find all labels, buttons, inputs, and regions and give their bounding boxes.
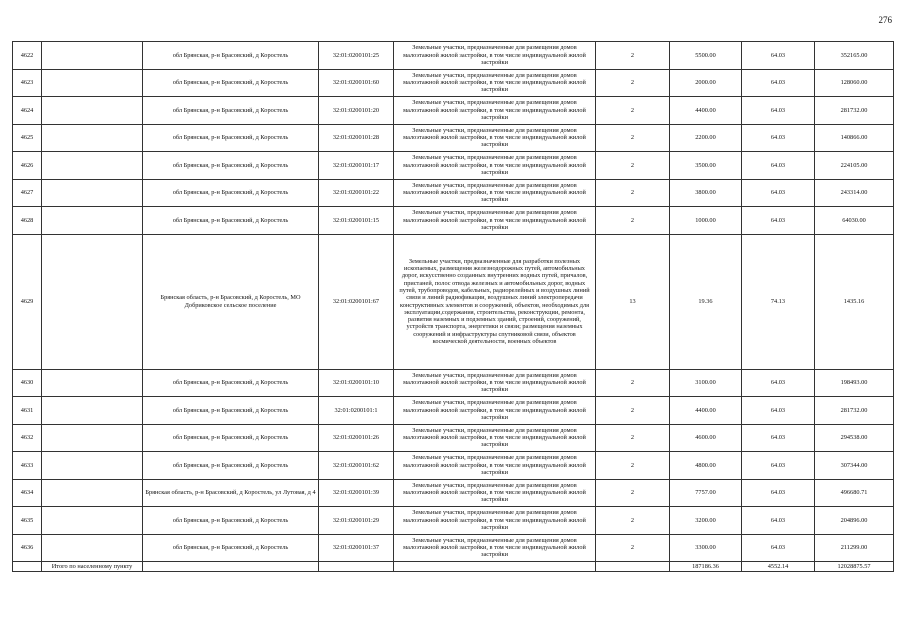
land-use-cell: Земельные участки, предназначенные для размещения домов малоэтажной жилой застройки, в том числе индивидуальной жилой застройки: [394, 534, 596, 562]
area-cell: 4400.00: [670, 97, 742, 125]
cadastral-value-cell: 294538.00: [815, 424, 894, 452]
blank-cell: [42, 124, 143, 152]
blank-cell: [42, 479, 143, 507]
total-value-cell: 12028875.57: [815, 562, 894, 572]
cadastral-value-cell: 198493.00: [815, 369, 894, 397]
row-number-cell: 4625: [13, 124, 42, 152]
cadastral-number-cell: 32:01:0200101:17: [319, 152, 394, 180]
blank-cell: [42, 507, 143, 535]
blank-cell: [42, 97, 143, 125]
group-cell: 2: [596, 124, 670, 152]
table-row: [13, 234, 894, 369]
rate-cell: 64.03: [742, 534, 815, 562]
address-cell: обл Брянская, р-н Брасовский, д Коростель: [143, 397, 319, 425]
area-cell: 4800.00: [670, 452, 742, 480]
area-cell: 2200.00: [670, 124, 742, 152]
group-cell: 2: [596, 152, 670, 180]
blank-cell: [42, 42, 143, 70]
cadastral-number-cell: 32:01:0200101:62: [319, 452, 394, 480]
cadastral-number-cell: 32:01:0200101:22: [319, 179, 394, 207]
address-cell: обл Брянская, р-н Брасовский, д Коростель: [143, 507, 319, 535]
address-cell: обл Брянская, р-н Брасовский, д Коростель: [143, 424, 319, 452]
blank-cell: [42, 424, 143, 452]
cadastral-number-cell: 32:01:0200101:37: [319, 534, 394, 562]
registry-body: [13, 42, 894, 572]
blank-cell: [42, 397, 143, 425]
table-row: [13, 507, 894, 535]
cadastral-number-cell: 32:01:0200101:26: [319, 424, 394, 452]
row-number-cell: 4626: [13, 152, 42, 180]
area-cell: 2000.00: [670, 69, 742, 97]
cadastral-value-cell: 352165.00: [815, 42, 894, 70]
land-use-cell: Земельные участки, предназначенные для размещения домов малоэтажной жилой застройки, в том числе индивидуальной жилой застройки: [394, 207, 596, 235]
cadastral-number-cell: 32:01:0200101:25: [319, 42, 394, 70]
cadastral-value-cell: 211299.00: [815, 534, 894, 562]
cadastral-number-cell: 32:01:0200101:39: [319, 479, 394, 507]
blank-cell: [42, 452, 143, 480]
area-cell: 1000.00: [670, 207, 742, 235]
cadastral-value-cell: 496680.71: [815, 479, 894, 507]
group-cell: 2: [596, 369, 670, 397]
table-row: [13, 479, 894, 507]
rate-cell: 64.03: [742, 424, 815, 452]
address-cell: обл Брянская, р-н Брасовский, д Коростель: [143, 42, 319, 70]
blank-cell: [42, 69, 143, 97]
area-cell: 3300.00: [670, 534, 742, 562]
total-row: [13, 562, 894, 572]
area-cell: 3800.00: [670, 179, 742, 207]
area-cell: 4400.00: [670, 397, 742, 425]
land-use-cell: Земельные участки, предназначенные для размещения домов малоэтажной жилой застройки, в том числе индивидуальной жилой застройки: [394, 179, 596, 207]
blank-cell: [143, 562, 319, 572]
total-rate-cell: 4552.14: [742, 562, 815, 572]
rate-cell: 64.03: [742, 452, 815, 480]
land-use-cell: Земельные участки, предназначенные для размещения домов малоэтажной жилой застройки, в том числе индивидуальной жилой застройки: [394, 97, 596, 125]
rate-cell: 64.03: [742, 69, 815, 97]
cadastral-number-cell: 32:01:0200101:29: [319, 507, 394, 535]
cadastral-value-cell: 281732.00: [815, 97, 894, 125]
page-number: 276: [878, 15, 892, 25]
cadastral-value-cell: 281732.00: [815, 397, 894, 425]
area-cell: 3100.00: [670, 369, 742, 397]
area-cell: 4600.00: [670, 424, 742, 452]
area-cell: 3500.00: [670, 152, 742, 180]
row-number-cell: 4632: [13, 424, 42, 452]
area-cell: 3200.00: [670, 507, 742, 535]
group-cell: 2: [596, 534, 670, 562]
area-cell: 7757.00: [670, 479, 742, 507]
area-cell: 5500.00: [670, 42, 742, 70]
group-cell: 2: [596, 69, 670, 97]
row-number-cell: 4635: [13, 507, 42, 535]
cadastral-value-cell: 64030.00: [815, 207, 894, 235]
group-cell: 2: [596, 97, 670, 125]
total-area-cell: 187186.36: [670, 562, 742, 572]
group-cell: 2: [596, 424, 670, 452]
land-use-cell: Земельные участки, предназначенные для размещения домов малоэтажной жилой застройки, в том числе индивидуальной жилой застройки: [394, 152, 596, 180]
row-number-cell: 4634: [13, 479, 42, 507]
land-registry-table: [12, 41, 894, 572]
land-use-cell: Земельные участки, предназначенные для размещения домов малоэтажной жилой застройки, в том числе индивидуальной жилой застройки: [394, 452, 596, 480]
blank-cell: [42, 534, 143, 562]
table-row: [13, 124, 894, 152]
address-cell: обл Брянская, р-н Брасовский, д Коростель: [143, 369, 319, 397]
land-use-cell: Земельные участки, предназначенные для размещения домов малоэтажной жилой застройки, в том числе индивидуальной жилой застройки: [394, 42, 596, 70]
rate-cell: 74.13: [742, 234, 815, 369]
address-cell: обл Брянская, р-н Брасовский, д Коростель: [143, 179, 319, 207]
address-cell: обл Брянская, р-н Брасовский, д Коростель: [143, 124, 319, 152]
rate-cell: 64.03: [742, 124, 815, 152]
rate-cell: 64.03: [742, 179, 815, 207]
land-use-cell: Земельные участки, предназначенные для размещения домов малоэтажной жилой застройки, в том числе индивидуальной жилой застройки: [394, 507, 596, 535]
rate-cell: 64.03: [742, 369, 815, 397]
area-cell: 19.36: [670, 234, 742, 369]
row-number-cell: 4628: [13, 207, 42, 235]
cadastral-value-cell: 128060.00: [815, 69, 894, 97]
row-number-cell: 4623: [13, 69, 42, 97]
blank-cell: [394, 562, 596, 572]
rate-cell: 64.03: [742, 507, 815, 535]
rate-cell: 64.03: [742, 397, 815, 425]
row-number-cell: 4627: [13, 179, 42, 207]
table-row: [13, 69, 894, 97]
rate-cell: 64.03: [742, 152, 815, 180]
cadastral-number-cell: 32:01:0200101:15: [319, 207, 394, 235]
cadastral-value-cell: 204896.00: [815, 507, 894, 535]
cadastral-number-cell: 32:01:0200101:67: [319, 234, 394, 369]
blank-cell: [42, 207, 143, 235]
group-cell: 2: [596, 42, 670, 70]
total-label: Итого по населенному пункту: [42, 562, 143, 572]
rate-cell: 64.03: [742, 207, 815, 235]
land-use-cell: Земельные участки, предназначенные для размещения домов малоэтажной жилой застройки, в том числе индивидуальной жилой застройки: [394, 479, 596, 507]
cadastral-number-cell: 32:01:0200101:28: [319, 124, 394, 152]
address-cell: Брянская область, р-н Брасовский, д Коростель, МО Добриковское сельское поселение: [143, 234, 319, 369]
table-row: [13, 97, 894, 125]
cadastral-value-cell: 1435.16: [815, 234, 894, 369]
table-row: [13, 452, 894, 480]
cadastral-number-cell: 32:01:0200101:60: [319, 69, 394, 97]
blank-cell: [42, 179, 143, 207]
land-use-cell: Земельные участки, предназначенные для размещения домов малоэтажной жилой застройки, в том числе индивидуальной жилой застройки: [394, 397, 596, 425]
cadastral-value-cell: 307344.00: [815, 452, 894, 480]
table-row: [13, 42, 894, 70]
cadastral-number-cell: 32:01:0200101:1: [319, 397, 394, 425]
row-number-cell: 4636: [13, 534, 42, 562]
table-row: [13, 207, 894, 235]
row-number-cell: 4630: [13, 369, 42, 397]
row-number-cell: 4622: [13, 42, 42, 70]
cadastral-number-cell: 32:01:0200101:10: [319, 369, 394, 397]
group-cell: 2: [596, 397, 670, 425]
address-cell: обл Брянская, р-н Брасовский, д Коростель: [143, 69, 319, 97]
blank-cell: [42, 152, 143, 180]
land-use-cell: Земельные участки, предназначенные для размещения домов малоэтажной жилой застройки, в том числе индивидуальной жилой застройки: [394, 69, 596, 97]
blank-cell: [13, 562, 42, 572]
group-cell: 2: [596, 479, 670, 507]
table-row: [13, 424, 894, 452]
row-number-cell: 4631: [13, 397, 42, 425]
table-row: [13, 179, 894, 207]
group-cell: 2: [596, 507, 670, 535]
group-cell: 2: [596, 452, 670, 480]
row-number-cell: 4624: [13, 97, 42, 125]
land-use-cell: Земельные участки, предназначенные для размещения домов малоэтажной жилой застройки, в том числе индивидуальной жилой застройки: [394, 369, 596, 397]
cadastral-number-cell: 32:01:0200101:20: [319, 97, 394, 125]
table-row: [13, 369, 894, 397]
address-cell: Брянская область, р-н Брасовский, д Коростель, ул Лутовая, д 4: [143, 479, 319, 507]
table-row: [13, 397, 894, 425]
address-cell: обл Брянская, р-н Брасовский, д Коростель: [143, 534, 319, 562]
group-cell: 2: [596, 207, 670, 235]
land-use-cell: Земельные участки, предназначенные для размещения домов малоэтажной жилой застройки, в том числе индивидуальной жилой застройки: [394, 124, 596, 152]
group-cell: 13: [596, 234, 670, 369]
blank-cell: [42, 234, 143, 369]
row-number-cell: 4633: [13, 452, 42, 480]
rate-cell: 64.03: [742, 97, 815, 125]
group-cell: 2: [596, 179, 670, 207]
land-use-cell: Земельные участки, предназначенные для размещения домов малоэтажной жилой застройки, в том числе индивидуальной жилой застройки: [394, 424, 596, 452]
cadastral-value-cell: 140866.00: [815, 124, 894, 152]
cadastral-value-cell: 224105.00: [815, 152, 894, 180]
rate-cell: 64.03: [742, 42, 815, 70]
blank-cell: [319, 562, 394, 572]
row-number-cell: 4629: [13, 234, 42, 369]
address-cell: обл Брянская, р-н Брасовский, д Коростель: [143, 97, 319, 125]
land-use-cell: Земельные участки, предназначенные для разработки полезных ископаемых, размещения железнодорожных путей, автомобильных дорог, искусственно созданных внутренних водных путей, причалов, пристаней, полос отвода железных и автомобильных дорог, водных путей, трубопроводов, кабельных, радиорелейных и воздушных линий связи и линий радиофикации, воздушных линий электропередачи конструктивных элементов и сооружений, объектов, необходимых для эксплуатации,содержания, строительства, реконструкции, ремонта, развития наземных и подземных зданий, строений, сооружений, устройств транспорта, энергетики и связи; размещения наземных сооружений и инфраструктуры спутниковой связи, объектов космической деятельности, военных объектов: [394, 234, 596, 369]
address-cell: обл Брянская, р-н Брасовский, д Коростель: [143, 452, 319, 480]
address-cell: обл Брянская, р-н Брасовский, д Коростель: [143, 207, 319, 235]
blank-cell: [42, 369, 143, 397]
rate-cell: 64.03: [742, 479, 815, 507]
table-row: [13, 152, 894, 180]
address-cell: обл Брянская, р-н Брасовский, д Коростель: [143, 152, 319, 180]
cadastral-value-cell: 243314.00: [815, 179, 894, 207]
blank-cell: [596, 562, 670, 572]
table-row: [13, 534, 894, 562]
